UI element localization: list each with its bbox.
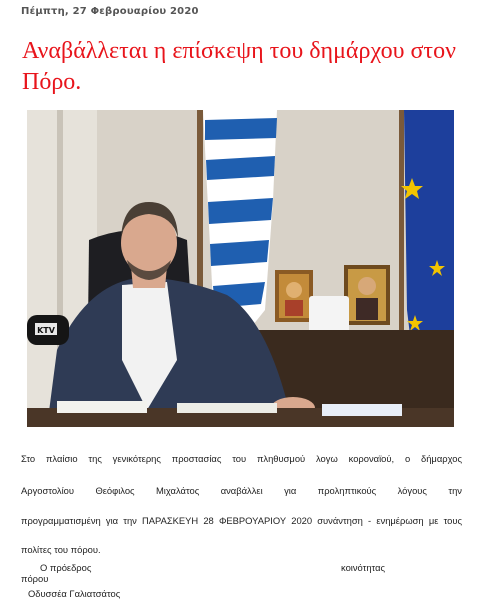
papers-left — [57, 401, 147, 413]
mic-label: KTV — [37, 326, 55, 335]
body-line-4: πολίτες του πόρου. — [21, 544, 101, 555]
papers-center — [177, 403, 277, 413]
signature-community: κοινότητας — [341, 562, 386, 573]
papers-right — [322, 404, 402, 416]
body-line-3: προγραμματισμένη για την ΠΑΡΑΣΚΕΥΗ 28 ΦΕΒΡΟΥΑΡΙΟΥ 2020 συνάντηση - ενημέρωση με τους — [21, 515, 462, 526]
router-box — [309, 296, 349, 334]
signature-title: Ο πρόεδρος — [40, 562, 92, 573]
microphone — [27, 315, 69, 345]
body-line-2: Αργοστολίου Θεόφιλος Μιχαλάτος αναβάλλει για προληπτικούς λόγους την — [21, 485, 462, 496]
mayor-office-photo — [27, 110, 454, 427]
post-photo[interactable] — [27, 110, 454, 427]
icon-left — [275, 270, 313, 322]
signature-name: Οδυσσέα Γαλιατσάτος — [28, 588, 121, 599]
icon-right — [344, 265, 390, 325]
body-line-1: Στο πλαίσιο της γενικότερης προστασίας του πληθυσμού λογω κοροναϊού, ο δήμαρχος — [21, 453, 462, 464]
signature-place: πόρου — [21, 573, 49, 584]
post-title[interactable]: Αναβάλλεται η επίσκεψη του δημάρχου στον Πόρο. — [22, 38, 456, 95]
date-header: Πέμπτη, 27 Φεβρουαρίου 2020 — [21, 6, 199, 17]
